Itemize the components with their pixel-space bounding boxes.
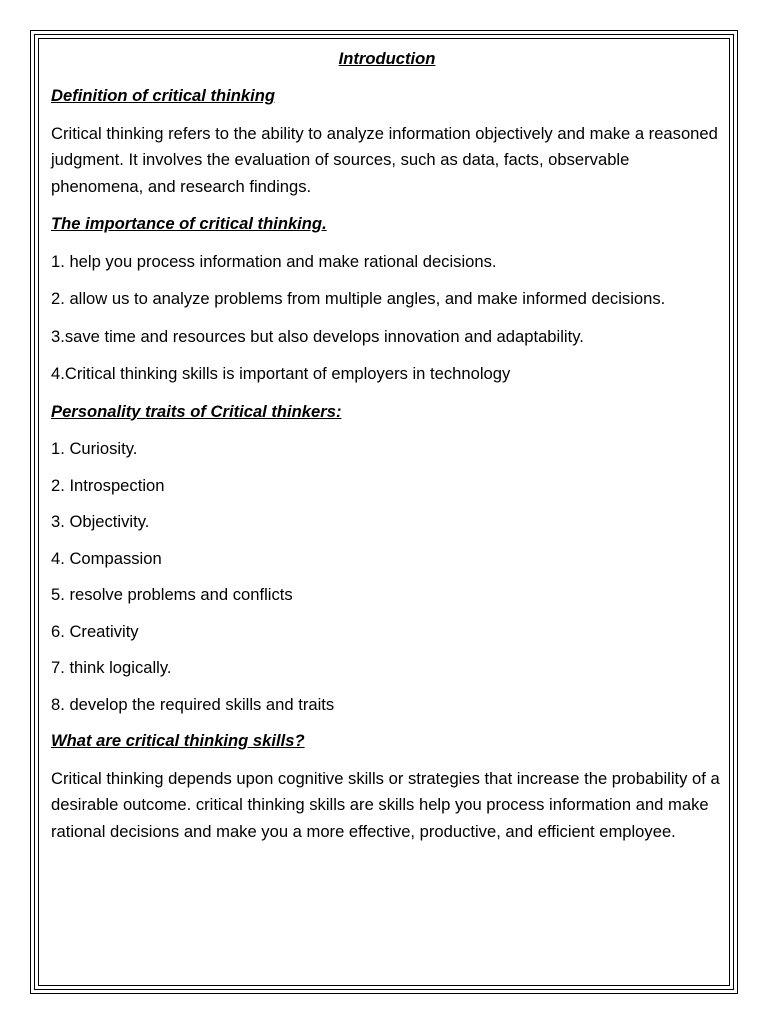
section-skills [51, 728, 723, 845]
importance-item: 1. help you process information and make rational decisions. [51, 251, 497, 271]
section-heading-importance: The importance of critical thinking. [51, 214, 327, 233]
trait-item: 5. resolve problems and conflicts [51, 585, 293, 604]
document-title: Introduction [338, 49, 436, 68]
trait-item: 3. Objectivity. [51, 512, 150, 531]
definition-paragraph: Critical thinking refers to the ability to analyze information objectively and make a reasoned judgment. It involves the evaluation of sources, such as data, facts, observable phenomena, and research findings. [51, 123, 718, 196]
section-traits [51, 399, 723, 719]
importance-item: 4.Critical thinking skills is important of employers in technology [51, 364, 511, 383]
trait-item: 2. Introspection [51, 475, 165, 495]
trait-item: 4. Compassion [51, 548, 162, 568]
document-body [51, 46, 723, 856]
section-heading-definition: Definition of critical thinking [51, 86, 276, 105]
section-importance [51, 211, 723, 388]
section-heading-skills: What are critical thinking skills? [51, 731, 305, 750]
importance-item: 3.save time and resources but also develops innovation and adaptability. [51, 326, 584, 346]
trait-item: 8. develop the required skills and traits [51, 694, 335, 714]
trait-item: 6. Creativity [51, 621, 139, 641]
importance-item: 2. allow us to analyze problems from multiple angles, and make informed decisions. [51, 289, 666, 308]
trait-item: 7. think logically. [51, 658, 172, 677]
section-heading-traits: Personality traits of Critical thinkers: [51, 401, 342, 421]
skills-paragraph: Critical thinking depends upon cognitive skills or strategies that increase the probability of a desirable outcome. critical thinking skills are skills help you process information and make rational decisions and make you a more effective, productive, and efficient employee. [51, 768, 720, 841]
trait-item: 1. Curiosity. [51, 439, 138, 458]
section-definition [51, 83, 723, 200]
